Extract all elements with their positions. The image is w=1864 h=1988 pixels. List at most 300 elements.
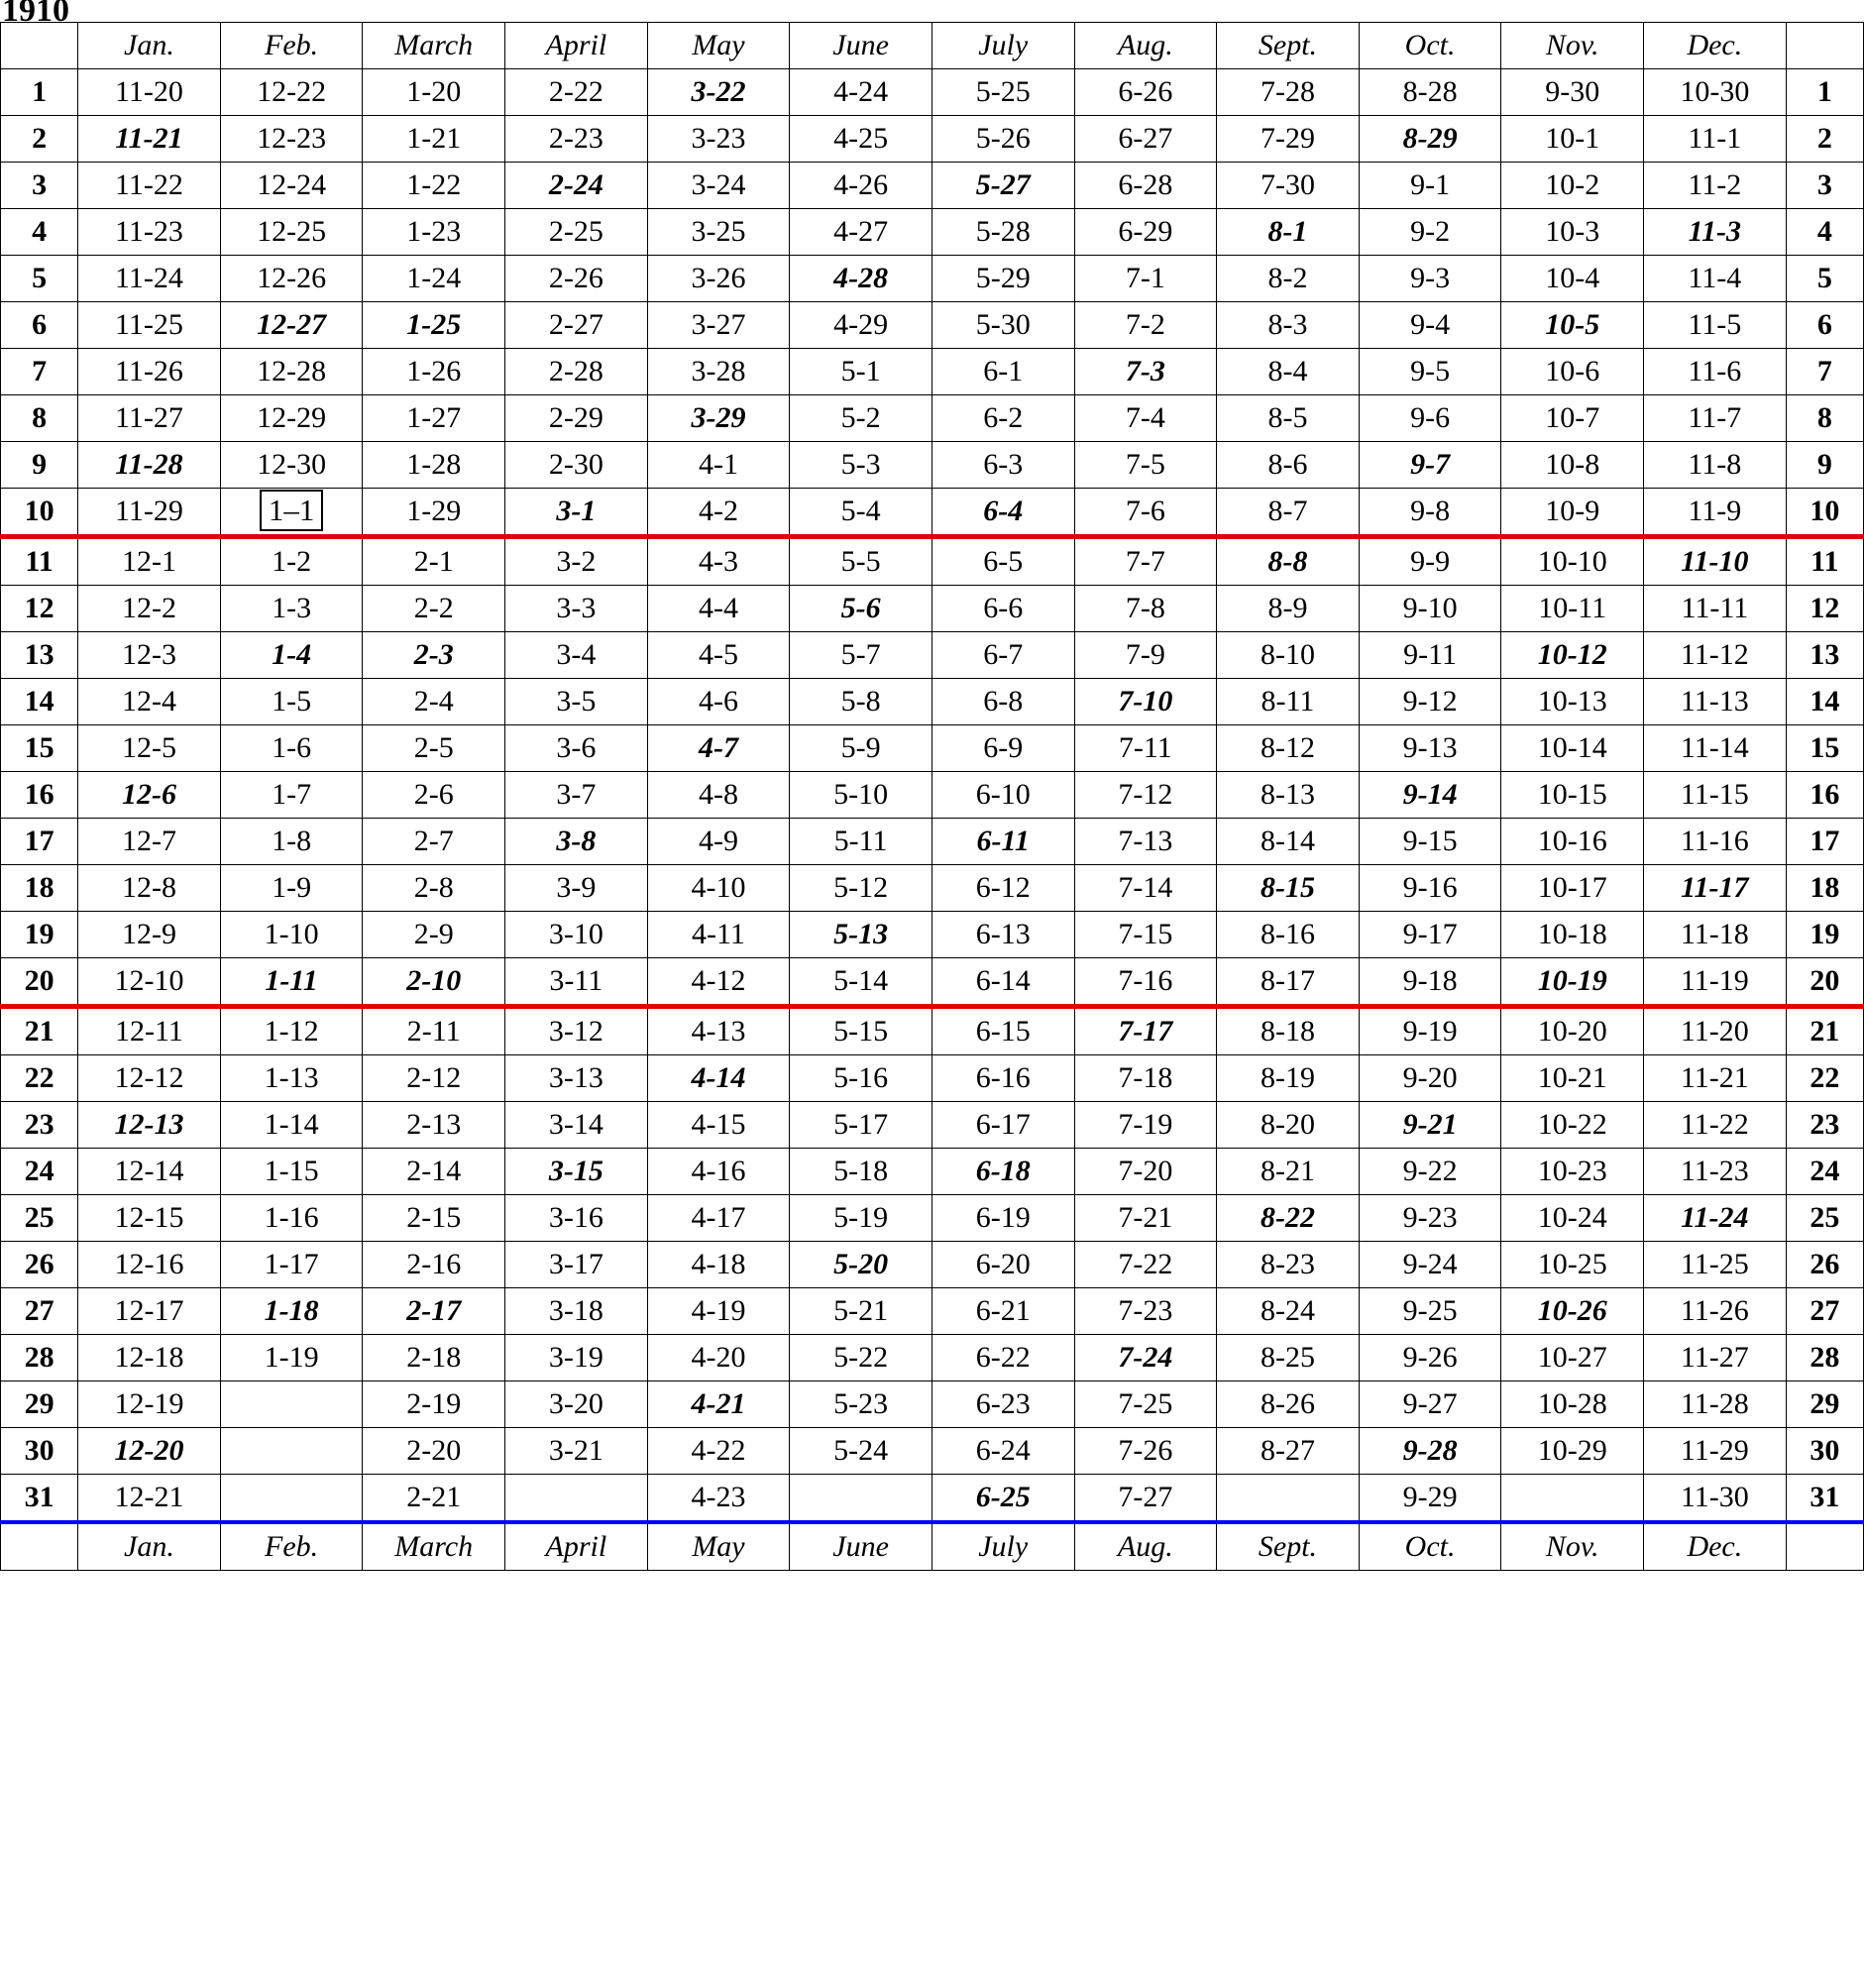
date-cell: 10-30: [1644, 69, 1787, 116]
date-cell: 2-3: [363, 632, 505, 679]
date-cell: 8-17: [1217, 958, 1360, 1007]
date-cell: 12-1: [78, 537, 221, 586]
date-cell: 7-22: [1074, 1242, 1217, 1288]
table-row: [1, 163, 1864, 209]
date-cell: 9-14: [1359, 772, 1501, 819]
date-cell: 9-2: [1359, 209, 1501, 256]
date-cell: 7-13: [1074, 819, 1217, 865]
date-cell: 10-12: [1501, 632, 1644, 679]
date-cell: 8-5: [1217, 395, 1360, 442]
date-cell: 4-29: [790, 302, 932, 349]
date-cell: 2-24: [505, 163, 648, 209]
table-row: [1, 912, 1864, 958]
date-cell: 1-9: [220, 865, 363, 912]
date-cell: 5-23: [790, 1381, 932, 1428]
date-cell: 5-16: [790, 1055, 932, 1102]
date-cell: 11-26: [1644, 1288, 1787, 1335]
row-index-right: 9: [1786, 442, 1863, 489]
row-index-left: 30: [1, 1428, 78, 1475]
table-row: [1, 865, 1864, 912]
date-cell: 7-20: [1074, 1149, 1217, 1195]
row-index-right: 29: [1786, 1381, 1863, 1428]
row-index-right: 11: [1786, 537, 1863, 586]
month-footer-row: [1, 1522, 1864, 1571]
date-cell: 6-17: [932, 1102, 1074, 1149]
date-cell: 7-12: [1074, 772, 1217, 819]
date-cell: 12-4: [78, 679, 221, 725]
date-cell: 6-5: [932, 537, 1074, 586]
date-cell: 4-17: [647, 1195, 790, 1242]
date-cell: 5-19: [790, 1195, 932, 1242]
header-month-1: Jan.: [78, 23, 221, 69]
date-cell: 11-9: [1644, 489, 1787, 537]
date-cell: 3-27: [647, 302, 790, 349]
date-cell: 10-21: [1501, 1055, 1644, 1102]
date-cell: 1-23: [363, 209, 505, 256]
date-cell: 11-23: [78, 209, 221, 256]
row-index-right: 12: [1786, 586, 1863, 632]
header-month-5: May: [647, 23, 790, 69]
date-cell: 10-28: [1501, 1381, 1644, 1428]
date-cell: 5-6: [790, 586, 932, 632]
date-cell: 4-20: [647, 1335, 790, 1381]
date-cell: 1-10: [220, 912, 363, 958]
date-cell: 8-1: [1217, 209, 1360, 256]
date-cell: 5-18: [790, 1149, 932, 1195]
date-cell: 6-12: [932, 865, 1074, 912]
date-cell: 7-2: [1074, 302, 1217, 349]
date-cell: 10-1: [1501, 116, 1644, 163]
date-cell: 2-29: [505, 395, 648, 442]
row-index-left: 31: [1, 1475, 78, 1523]
row-index-right: 3: [1786, 163, 1863, 209]
date-cell: 9-18: [1359, 958, 1501, 1007]
date-cell: 8-6: [1217, 442, 1360, 489]
date-cell: 5-28: [932, 209, 1074, 256]
date-cell: 9-27: [1359, 1381, 1501, 1428]
row-index-left: 6: [1, 302, 78, 349]
date-cell: 7-28: [1217, 69, 1360, 116]
date-cell: 5-26: [932, 116, 1074, 163]
date-cell: 4-27: [790, 209, 932, 256]
date-cell: 9-3: [1359, 256, 1501, 302]
date-cell: 1-4: [220, 632, 363, 679]
date-cell: 11-25: [78, 302, 221, 349]
date-cell: 9-8: [1359, 489, 1501, 537]
row-index-right: 21: [1786, 1007, 1863, 1055]
date-cell: 6-16: [932, 1055, 1074, 1102]
date-cell: 12-18: [78, 1335, 221, 1381]
date-cell: 4-21: [647, 1381, 790, 1428]
boxed-date: 1–1: [260, 490, 324, 531]
date-cell: 11-25: [1644, 1242, 1787, 1288]
date-cell: 7-4: [1074, 395, 1217, 442]
date-cell: 4-9: [647, 819, 790, 865]
row-index-left: 29: [1, 1381, 78, 1428]
date-cell: 1-18: [220, 1288, 363, 1335]
date-cell: 11-27: [1644, 1335, 1787, 1381]
row-index-left: 4: [1, 209, 78, 256]
date-cell: 6-18: [932, 1149, 1074, 1195]
row-index-right: 7: [1786, 349, 1863, 395]
date-cell: 12-6: [78, 772, 221, 819]
date-cell: 5-3: [790, 442, 932, 489]
row-index-right: 2: [1786, 116, 1863, 163]
date-cell: 10-25: [1501, 1242, 1644, 1288]
date-cell: 3-28: [647, 349, 790, 395]
table-row: [1, 1195, 1864, 1242]
date-cell: 4-1: [647, 442, 790, 489]
date-cell: 11-13: [1644, 679, 1787, 725]
row-index-right: 20: [1786, 958, 1863, 1007]
date-cell: 3-10: [505, 912, 648, 958]
date-cell: 4-24: [790, 69, 932, 116]
date-cell: 8-26: [1217, 1381, 1360, 1428]
row-index-left: 14: [1, 679, 78, 725]
date-cell: 11-24: [78, 256, 221, 302]
date-cell: 10-22: [1501, 1102, 1644, 1149]
date-cell: 10-16: [1501, 819, 1644, 865]
header-month-8: Aug.: [1074, 23, 1217, 69]
date-cell: 4-18: [647, 1242, 790, 1288]
date-cell: 7-6: [1074, 489, 1217, 537]
date-cell: 10-2: [1501, 163, 1644, 209]
date-cell: 5-24: [790, 1428, 932, 1475]
row-index-right: 5: [1786, 256, 1863, 302]
date-cell: 6-25: [932, 1475, 1074, 1523]
date-cell: 5-5: [790, 537, 932, 586]
header-month-11: Nov.: [1501, 23, 1644, 69]
date-cell: 9-1: [1359, 163, 1501, 209]
date-cell: 4-12: [647, 958, 790, 1007]
date-cell: 11-5: [1644, 302, 1787, 349]
date-cell: 12-10: [78, 958, 221, 1007]
date-cell: 11-21: [1644, 1055, 1787, 1102]
date-cell: 11-24: [1644, 1195, 1787, 1242]
date-cell: 7-16: [1074, 958, 1217, 1007]
table-row: [1, 958, 1864, 1007]
date-cell: 12-27: [220, 302, 363, 349]
date-cell: 6-13: [932, 912, 1074, 958]
date-cell: 12-13: [78, 1102, 221, 1149]
date-cell: 9-15: [1359, 819, 1501, 865]
table-row: [1, 302, 1864, 349]
date-cell: [1501, 1475, 1644, 1523]
date-cell: 5-13: [790, 912, 932, 958]
table-row: [1, 349, 1864, 395]
date-cell: 4-5: [647, 632, 790, 679]
date-cell: 3-17: [505, 1242, 648, 1288]
date-cell: 9-7: [1359, 442, 1501, 489]
row-index-right: 10: [1786, 489, 1863, 537]
date-cell: 12-28: [220, 349, 363, 395]
date-cell: 4-22: [647, 1428, 790, 1475]
table-row: [1, 395, 1864, 442]
date-cell: 3-12: [505, 1007, 648, 1055]
date-cell: 5-20: [790, 1242, 932, 1288]
date-cell: 7-30: [1217, 163, 1360, 209]
date-cell: 7-10: [1074, 679, 1217, 725]
date-cell: 6-26: [1074, 69, 1217, 116]
date-cell: 9-22: [1359, 1149, 1501, 1195]
date-cell: 8-23: [1217, 1242, 1360, 1288]
footer-month-12: Dec.: [1644, 1522, 1787, 1571]
date-cell: 12-25: [220, 209, 363, 256]
row-index-right: 8: [1786, 395, 1863, 442]
date-cell: 12-8: [78, 865, 221, 912]
date-cell: 10-29: [1501, 1428, 1644, 1475]
date-cell: 9-5: [1359, 349, 1501, 395]
date-cell: 9-17: [1359, 912, 1501, 958]
date-cell: 3-4: [505, 632, 648, 679]
table-row: [1, 1149, 1864, 1195]
date-cell: 2-30: [505, 442, 648, 489]
row-index-left: 19: [1, 912, 78, 958]
date-cell: 12-5: [78, 725, 221, 772]
date-cell: 1-3: [220, 586, 363, 632]
row-index-left: 11: [1, 537, 78, 586]
date-cell: 11-19: [1644, 958, 1787, 1007]
date-cell: 6-3: [932, 442, 1074, 489]
date-cell: 1-13: [220, 1055, 363, 1102]
date-cell: 8-2: [1217, 256, 1360, 302]
date-cell: [220, 1475, 363, 1523]
table-row: [1, 586, 1864, 632]
date-cell: 6-8: [932, 679, 1074, 725]
date-cell: 5-7: [790, 632, 932, 679]
date-cell: 1-21: [363, 116, 505, 163]
date-cell: 11-1: [1644, 116, 1787, 163]
month-header-row: [1, 23, 1864, 69]
date-cell: 8-10: [1217, 632, 1360, 679]
date-cell: 10-17: [1501, 865, 1644, 912]
date-cell: 6-24: [932, 1428, 1074, 1475]
date-cell: 1-27: [363, 395, 505, 442]
date-cell: 8-20: [1217, 1102, 1360, 1149]
date-cell: 1-2: [220, 537, 363, 586]
date-cell: 4-26: [790, 163, 932, 209]
header-month-12: Dec.: [1644, 23, 1787, 69]
date-cell: 4-28: [790, 256, 932, 302]
row-index-right: 4: [1786, 209, 1863, 256]
footer-month-8: Aug.: [1074, 1522, 1217, 1571]
date-cell: 6-7: [932, 632, 1074, 679]
date-cell: 2-27: [505, 302, 648, 349]
row-index-right: 23: [1786, 1102, 1863, 1149]
date-cell: 3-8: [505, 819, 648, 865]
date-cell: 2-21: [363, 1475, 505, 1523]
date-cell: 11-10: [1644, 537, 1787, 586]
date-cell: 10-7: [1501, 395, 1644, 442]
date-cell: 12-2: [78, 586, 221, 632]
date-cell: 12-23: [220, 116, 363, 163]
footer-month-1: Jan.: [78, 1522, 221, 1571]
date-cell: 6-27: [1074, 116, 1217, 163]
header-month-6: June: [790, 23, 932, 69]
table-body: [1, 69, 1864, 1523]
table-row: [1, 1381, 1864, 1428]
row-index-left: 26: [1, 1242, 78, 1288]
date-cell: 7-14: [1074, 865, 1217, 912]
date-cell: 8-27: [1217, 1428, 1360, 1475]
date-cell: 10-18: [1501, 912, 1644, 958]
date-cell: 9-11: [1359, 632, 1501, 679]
date-cell: 5-25: [932, 69, 1074, 116]
date-cell: 11-29: [1644, 1428, 1787, 1475]
date-cell: 10-26: [1501, 1288, 1644, 1335]
row-index-right: 31: [1786, 1475, 1863, 1523]
date-cell: 7-3: [1074, 349, 1217, 395]
date-cell: 7-9: [1074, 632, 1217, 679]
date-cell: 7-11: [1074, 725, 1217, 772]
date-cell: 1-17: [220, 1242, 363, 1288]
header-month-7: July: [932, 23, 1074, 69]
date-cell: 8-12: [1217, 725, 1360, 772]
row-index-left: 23: [1, 1102, 78, 1149]
date-cell: 11-20: [1644, 1007, 1787, 1055]
table-footer: [1, 1522, 1864, 1571]
date-cell: 6-22: [932, 1335, 1074, 1381]
date-cell: 11-26: [78, 349, 221, 395]
date-cell: 6-1: [932, 349, 1074, 395]
date-cell: 1-5: [220, 679, 363, 725]
date-cell: 8-16: [1217, 912, 1360, 958]
date-cell: 4-2: [647, 489, 790, 537]
date-cell: 7-5: [1074, 442, 1217, 489]
date-cell: 3-20: [505, 1381, 648, 1428]
table-row: [1, 772, 1864, 819]
date-cell: 4-13: [647, 1007, 790, 1055]
date-cell: 8-13: [1217, 772, 1360, 819]
date-cell: 2-8: [363, 865, 505, 912]
row-index-left: 3: [1, 163, 78, 209]
date-cell: 5-27: [932, 163, 1074, 209]
date-cell: 12-17: [78, 1288, 221, 1335]
date-cell: 12-22: [220, 69, 363, 116]
row-index-right: 1: [1786, 69, 1863, 116]
date-cell: 9-23: [1359, 1195, 1501, 1242]
date-cell: 6-20: [932, 1242, 1074, 1288]
date-cell: 11-22: [1644, 1102, 1787, 1149]
date-cell: 10-6: [1501, 349, 1644, 395]
footer-month-4: April: [505, 1522, 648, 1571]
page-title: 1910: [2, 0, 69, 29]
date-cell: 7-26: [1074, 1428, 1217, 1475]
row-index-left: 27: [1, 1288, 78, 1335]
date-cell: 8-8: [1217, 537, 1360, 586]
row-index-right: 18: [1786, 865, 1863, 912]
row-index-right: 15: [1786, 725, 1863, 772]
date-cell: 1-6: [220, 725, 363, 772]
date-cell: 5-14: [790, 958, 932, 1007]
date-cell: 7-21: [1074, 1195, 1217, 1242]
date-cell: 6-10: [932, 772, 1074, 819]
date-cell: 5-17: [790, 1102, 932, 1149]
date-cell: 9-26: [1359, 1335, 1501, 1381]
footer-left-spacer: [1, 1522, 78, 1571]
date-cell: 7-8: [1074, 586, 1217, 632]
date-cell: 3-14: [505, 1102, 648, 1149]
date-cell: 11-28: [78, 442, 221, 489]
date-cell: 4-10: [647, 865, 790, 912]
date-cell: 11-21: [78, 116, 221, 163]
header-month-2: Feb.: [220, 23, 363, 69]
date-cell: 7-27: [1074, 1475, 1217, 1523]
date-cell: 2-10: [363, 958, 505, 1007]
date-cell: [220, 1381, 363, 1428]
date-cell: 2-12: [363, 1055, 505, 1102]
date-cell: 6-9: [932, 725, 1074, 772]
date-cell: 7-24: [1074, 1335, 1217, 1381]
date-cell: 2-9: [363, 912, 505, 958]
row-index-right: 17: [1786, 819, 1863, 865]
date-cell: 11-11: [1644, 586, 1787, 632]
date-cell: 9-21: [1359, 1102, 1501, 1149]
date-cell: 2-20: [363, 1428, 505, 1475]
date-cell: 8-22: [1217, 1195, 1360, 1242]
date-cell: 12-29: [220, 395, 363, 442]
row-index-left: 2: [1, 116, 78, 163]
row-index-right: 27: [1786, 1288, 1863, 1335]
row-index-left: 5: [1, 256, 78, 302]
row-index-left: 16: [1, 772, 78, 819]
date-cell: 7-7: [1074, 537, 1217, 586]
date-cell: 4-8: [647, 772, 790, 819]
date-cell: 6-21: [932, 1288, 1074, 1335]
date-cell: 2-14: [363, 1149, 505, 1195]
row-index-right: 28: [1786, 1335, 1863, 1381]
date-cell: 7-19: [1074, 1102, 1217, 1149]
date-cell: 10-14: [1501, 725, 1644, 772]
table-row: [1, 1288, 1864, 1335]
row-index-left: 1: [1, 69, 78, 116]
row-index-left: 18: [1, 865, 78, 912]
row-index-right: 16: [1786, 772, 1863, 819]
table-row: [1, 1428, 1864, 1475]
date-cell: 3-29: [647, 395, 790, 442]
date-cell: 2-22: [505, 69, 648, 116]
table-row: [1, 537, 1864, 586]
date-cell: 6-29: [1074, 209, 1217, 256]
date-cell: 6-23: [932, 1381, 1074, 1428]
table-row: [1, 819, 1864, 865]
date-cell: 3-13: [505, 1055, 648, 1102]
date-cell: 10-4: [1501, 256, 1644, 302]
table-row: [1, 1242, 1864, 1288]
date-cell: 4-15: [647, 1102, 790, 1149]
table-row: [1, 1055, 1864, 1102]
date-cell: 4-3: [647, 537, 790, 586]
date-cell: 5-1: [790, 349, 932, 395]
date-cell: 6-19: [932, 1195, 1074, 1242]
date-cell: 5-4: [790, 489, 932, 537]
date-cell: 3-23: [647, 116, 790, 163]
header-right-spacer: [1786, 23, 1863, 69]
date-cell: 3-16: [505, 1195, 648, 1242]
date-cell: 8-21: [1217, 1149, 1360, 1195]
row-index-left: 9: [1, 442, 78, 489]
date-cell: 1-14: [220, 1102, 363, 1149]
date-cell: 7-15: [1074, 912, 1217, 958]
date-cell: 8-25: [1217, 1335, 1360, 1381]
date-cell: 9-20: [1359, 1055, 1501, 1102]
date-cell: 2-5: [363, 725, 505, 772]
date-cell: 12-14: [78, 1149, 221, 1195]
date-cell: 7-17: [1074, 1007, 1217, 1055]
date-cell: 2-26: [505, 256, 648, 302]
date-cell: 8-14: [1217, 819, 1360, 865]
date-cell: 11-20: [78, 69, 221, 116]
